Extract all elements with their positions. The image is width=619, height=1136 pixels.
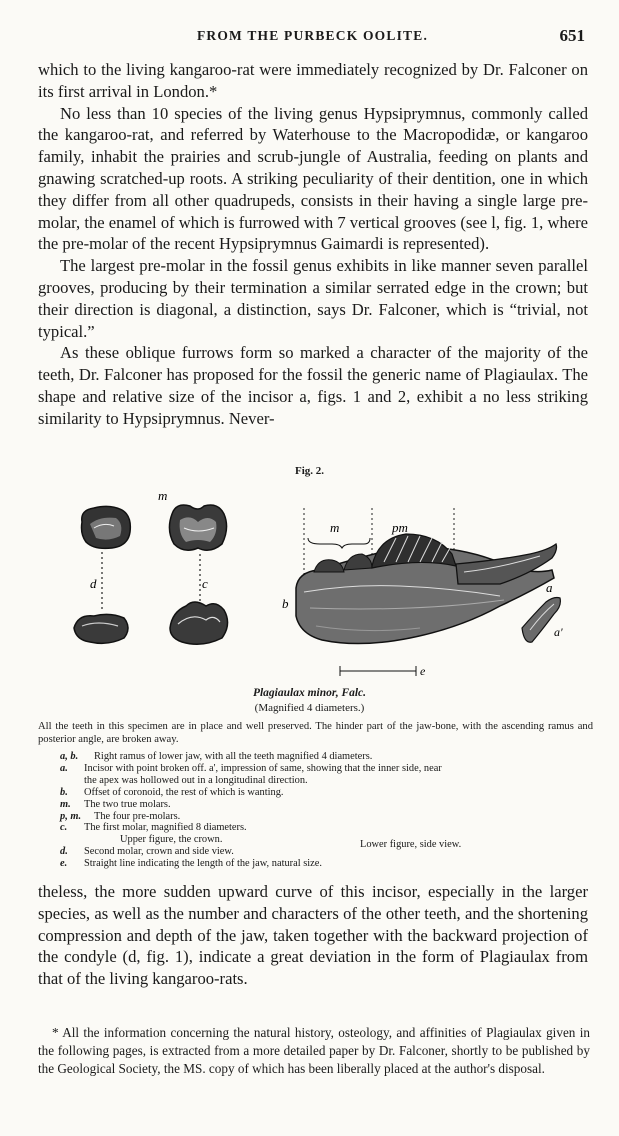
figure-description: All the teeth in this specimen are in place and well preserved. The hinder part of the jaw-bone, with the ascending ramus and posterior angle, are broken away. [38,721,593,746]
molar-d-side [74,614,128,643]
label-m-top: m [158,488,168,503]
legend-item: a, b. Right ramus of lower jaw, with all the teeth magnified 4 diameters. [60,751,373,762]
legend-item: d. Second molar, crown and side view. [60,846,234,858]
label-pm: pm [392,520,408,535]
fossil-jaw-figure [60,488,570,683]
footnote [38,1024,590,1078]
label-b: b [282,596,289,611]
molar-c-side [170,602,228,644]
running-title: FROM THE PURBECK OOLITE. [196,28,429,43]
legend-item: c. The first molar, magnified 8 diameters. [60,822,247,834]
paragraph-2: No less than 10 species of the living genus Hypsiprymnus, commonly called the kangaroo-rat, and referred by Waterhouse to the Macropodidæ, or kangaroo family, inhabit the prairies and scrub-jungle of Australia, feeding on plants and gnawing scratched-up roots. A striking peculiarity of their dentition, one in which they differ from all other quadrupeds, consists in their having a single large pre-molar, the enamel of which is furrowed with 7 vertical grooves (see l, fig. 1, where the pre-molar of the recent Hypsiprymnus Gaimardi is represented). [38,103,588,254]
label-c: c [202,576,208,591]
page-header [40,28,585,52]
footnote-text: * All the information concerning the natural history, osteology, and affinities of Plagiaulax given in the following pages, is extracted from a more detailed paper by Dr. Falconer, shortly to be published by the Geological Society, the MS. copy of which has been liberally placed at the author's disposal. [38,1025,590,1076]
figure-title: Fig. 2. [294,465,325,477]
legend-item: p, m. The four pre-molars. [60,810,181,822]
label-a: a [546,580,553,595]
legend-item: e. Straight line indicating the length of the jaw, natural size. [60,858,322,870]
page-number: 651 [559,26,585,45]
legend-item-upper-figure: Upper figure, the crown. [120,834,223,846]
label-d: d [90,576,97,591]
molar-d-crown [82,506,131,548]
figure-caption [0,686,619,716]
paragraph-4: As these oblique furrows form so marked a character of the majority of the teeth, Dr. Falconer has proposed for the fossil the generic name of Plagiaulax. The shape and relative size of the incisor a, figs. 1 and 2, exhibit a no less striking similarity to Hypsiprymnus. Never- [38,343,588,428]
upper-body-text [38,59,588,430]
legend-item-continued: the apex was hollowed out in a longitudinal direction. [84,774,308,786]
continuation-paragraph: theless, the more sudden upward curve of this incisor, especially in the larger species, as well as the number and characters of the other teeth, and the shortening compression and depth of the jaw, taken together with the backward projection of the condyle (d, fig. 1), indicate a great deviation in the form of Plagiaulax from that of the living kangaroo-rats. [38,882,588,989]
legend-item: a. Incisor with point broken off. a', impression of same, showing that the inner side, near [60,762,442,774]
molar-brace [308,538,370,548]
figure-legend [60,751,592,870]
paragraph-1: which to the living kangaroo-rat were immediately recognized by Dr. Falconer on its first arrival in London.* [38,60,588,101]
label-m: m [330,520,340,535]
legend-item: b. Offset of coronoid, the rest of which is wanting. [60,786,284,798]
lower-body-text [38,881,588,990]
magnification-note: (Magnified 4 diameters.) [254,702,365,714]
species-name: Plagiaulax minor, Falc. [252,687,367,699]
molar-c-crown [169,505,226,550]
label-e: e [420,664,426,678]
lower-figure-note: Lower figure, side view. [360,839,462,850]
legend-item: m. The two true molars. [60,798,171,810]
paragraph-3: The largest pre-molar in the fossil genus exhibits in like manner seven parallel grooves, producing by their termination a similar serrated edge in the crown; but their direction is diagonal, a distinction, says Dr. Falconer, which is “trivial, not typical.” [38,256,588,341]
label-a-prime: a' [554,625,563,639]
